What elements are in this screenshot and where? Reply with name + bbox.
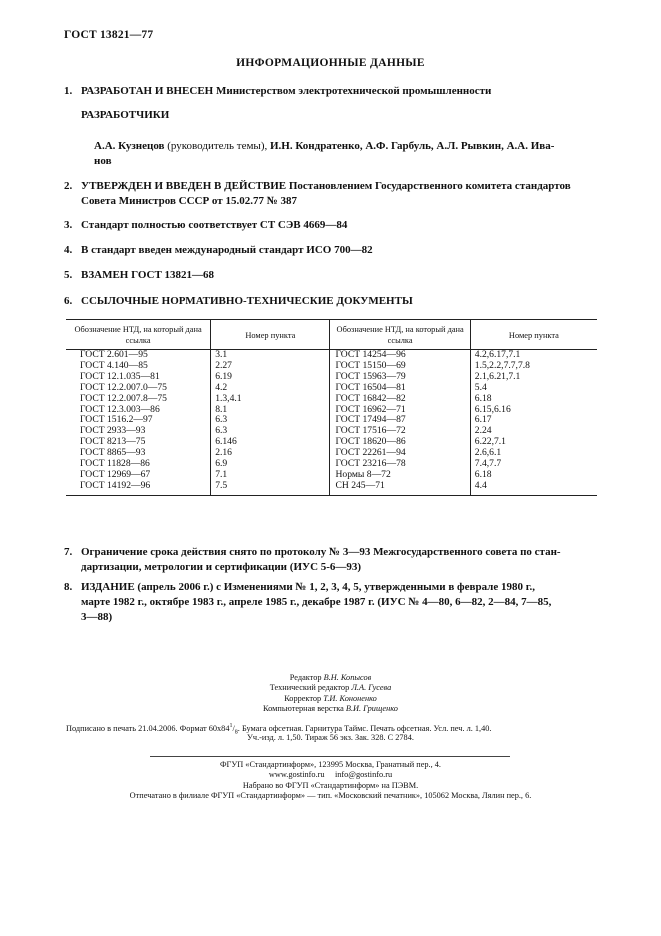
item-text: Стандарт полностью соответствует СТ СЭВ 4669—84 [81,219,348,231]
item-number: 7. [64,546,73,558]
clause-number-cell: 6.146 [211,437,330,448]
column-header: Номер пункта [470,320,597,350]
publisher-contacts [0,770,661,780]
clause-number-cell: 6.22,7.1 [470,437,597,448]
ntd-designation-cell: ГОСТ 2933—93 [80,425,146,437]
developer-others: И.Н. Кондратенко, А.Ф. Гарбуль, А.Л. Рывкин, А.А. Ива- [270,140,555,152]
publisher-block [0,760,661,801]
clause-number-cell: 6.18 [470,394,597,405]
clause-number-cell: 2.6,6.1 [470,448,597,459]
table-header-row [66,320,597,350]
clause-number-cell: 6.17 [470,415,597,426]
ntd-designation-cell: ГОСТ 15963—79 [330,372,470,383]
column-header: Номер пункта [211,320,330,350]
clause-number-cell: 6.15,6.16 [470,405,597,416]
column-header: Обозначение НТД, на который дана ссылка [66,320,211,350]
item-text: ВЗАМЕН ГОСТ 13821—68 [81,269,215,281]
tech-editor-label: Технический редактор [269,683,352,693]
item-text: В стандарт введен международный стандарт ИСО 700—82 [81,244,373,256]
item-number: 5. [64,269,73,281]
ntd-designation-cell: ГОСТ 23216—78 [330,459,470,470]
clause-number-cell: 2.16 [211,448,330,459]
table-row [66,437,597,448]
item-8 [64,580,644,625]
clause-number-cell: 7.4,7.7 [470,459,597,470]
ntd-designation-cell: ГОСТ 12.2.007.8—75 [80,392,167,404]
table-row [66,415,597,426]
ntd-designation-cell: СН 245—71 [330,481,470,495]
item-text-line3: 3—88) [81,611,113,623]
ntd-designation-cell: ГОСТ 2.601—95 [80,349,148,360]
ntd-designation-cell: ГОСТ 16842—82 [330,394,470,405]
clause-number-cell: 1.3,4.1 [211,394,330,405]
corrector-name: Т.И. Кононенко [323,693,377,703]
tech-editor-line [0,683,661,693]
developers-list [94,139,604,169]
clause-number-cell: 2.27 [211,361,330,372]
corrector-label: Корректор [284,693,324,703]
clause-number-cell: 6.18 [470,470,597,481]
clause-number-cell: 2.1,6.21,7.1 [470,372,597,383]
clause-number-cell: 6.19 [211,372,330,383]
format-sup: 1 [229,723,233,729]
layout-line [0,704,661,714]
layout-label: Компьютерная верстка [263,703,346,713]
ntd-designation-cell: ГОСТ 11828—86 [80,458,150,470]
ntd-designation-cell: ГОСТ 16962—71 [330,405,470,416]
column-header: Обозначение НТД, на который дана ссылка [330,320,470,350]
table-row [66,394,597,405]
print-info-line: Уч.-изд. л. 1,50. Тираж 56 экз. Зак. 328. С 2784. [247,733,414,742]
signed-text-a: Подписано в печать 21.04.2006. Формат 60x84 [66,723,230,733]
ntd-designation-cell: ГОСТ 12.3.003—86 [80,403,160,415]
corrector-line [0,694,661,704]
item-lead: УТВЕРЖДЕН И ВВЕДЕН В ДЕЙСТВИЕ [81,180,287,192]
item-7 [64,545,644,575]
divider [150,756,510,757]
references-table [66,319,597,496]
clause-number-cell: 7.5 [211,481,330,495]
clause-number-cell: 8.1 [211,405,330,416]
editor-name: В.Н. Копысов [323,673,372,682]
signed-text-b: . Бумага офсетная. Гарнитура Таймс. Печать офсетная. Усл. печ. л. 1,40. [237,723,492,733]
ntd-designation-cell: ГОСТ 12.2.007.0—75 [80,381,167,393]
document-code: ГОСТ 13821—77 [64,29,154,41]
item-2 [64,179,644,209]
item-number: 6. [64,295,73,307]
clause-number-cell: 6.3 [211,415,330,426]
item-3 [64,218,624,233]
item-5 [64,268,624,283]
item-lead: ИЗДАНИЕ [81,581,135,593]
editor-line [0,673,661,683]
tech-editor-name: Л.А. Гусева [351,683,392,693]
ntd-designation-cell: ГОСТ 8213—75 [80,436,146,448]
item-1 [64,84,624,99]
ntd-designation-cell: ГОСТ 17516—72 [330,426,470,437]
publisher-address: ФГУП «Стандартинформ», 123995 Москва, Гранатный пер., 4. [220,760,441,769]
item-number: 3. [64,219,73,231]
ntd-designation-cell: ГОСТ 17494—87 [330,415,470,426]
item-6 [64,294,624,309]
developer-role: (руководитель темы), [164,140,270,152]
clause-number-cell: 2.24 [470,426,597,437]
developer-tail: нов [94,155,112,167]
ntd-designation-cell: Нормы 8—72 [330,470,470,481]
format-sub: 8 [234,729,238,736]
item-4 [64,243,624,258]
item-text-line2: марте 1982 г., октябре 1983 г., апреле 1985 г., декабре 1987 г. (ИУС № 4—80, 6—82, 2—84, 7—85, [81,596,552,608]
item-number: 8. [64,581,73,593]
item-number: 1. [64,85,73,97]
developers-heading: РАЗРАБОТЧИКИ [81,109,170,121]
ntd-designation-cell: ГОСТ 16504—81 [330,383,470,394]
item-text-line2: Совета Министров СССР от 15.02.77 № 387 [81,195,297,207]
table-row [66,481,597,495]
item-text: Министерством электротехнической промышленности [213,85,492,97]
table-row [66,426,597,437]
clause-number-cell: 4.2 [211,383,330,394]
print-signed-line: Подписано в печать 21.04.2006. Формат $60x84^1/_8$. Бумага офсетная. Гарнитура Таймс. Печать офсетная. Усл. печ. л. 1,40. [66,723,492,736]
item-number: 2. [64,180,73,192]
ntd-designation-cell: ГОСТ 12.1.035—81 [80,370,160,382]
table-body [66,350,597,496]
item-number: 4. [64,244,73,256]
layout-name: В.И. Грищенко [345,703,398,713]
item-lead: РАЗРАБОТАН И ВНЕСЕН [81,85,214,97]
clause-number-cell: 5.4 [470,383,597,394]
clause-number-cell: 6.3 [211,426,330,437]
clause-number-cell: 4.2,6.17,7.1 [470,350,597,361]
printed-line: Отпечатано в филиале ФГУП «Стандартинформ» — тип. «Московский печатник», 105062 Москва, Лялин пер., 6. [129,790,532,800]
ntd-designation-cell: ГОСТ 1516.2—97 [80,414,153,426]
ntd-designation-cell: ГОСТ 22261—94 [330,448,470,459]
imprint-block [0,673,661,714]
typeset-line: Набрано во ФГУП «Стандартинформ» на ПЭВМ. [242,780,419,790]
publisher-email-link[interactable]: info@gostinfo.ru [334,770,393,780]
ntd-designation-cell: ГОСТ 14192—96 [66,481,211,495]
item-text: Ограничение срока действия снято по протоколу № 3—93 Межгосударственного совета по стан- [81,546,561,558]
ntd-designation-cell: ГОСТ 18620—86 [330,437,470,448]
item-text: ССЫЛОЧНЫЕ НОРМАТИВНО-ТЕХНИЧЕСКИЕ ДОКУМЕНТЫ [81,295,413,307]
ntd-designation-cell: ГОСТ 15150—69 [330,361,470,372]
table-row [66,383,597,394]
clause-number-cell: 3.1 [211,350,330,361]
ntd-designation-cell: ГОСТ 4.140—85 [80,359,148,371]
item-text-line2: дартизации, метрологии и сертификации (ИУС 5-6—93) [81,561,362,573]
page-title: ИНФОРМАЦИОННЫЕ ДАННЫЕ [236,57,425,69]
clause-number-cell: 6.9 [211,459,330,470]
developer-lead: А.А. Кузнецов [94,140,165,152]
ntd-designation-cell: ГОСТ 8865—93 [80,447,146,459]
clause-number-cell: 7.1 [211,470,330,481]
editor-label: Редактор [289,673,324,682]
publisher-site-link[interactable]: www.gostinfo.ru [268,770,325,780]
ntd-designation-cell: ГОСТ 14254—96 [330,350,470,361]
item-text: Постановлением Государственного комитета стандартов [286,180,571,192]
ntd-designation-cell: ГОСТ 12969—67 [80,468,151,480]
clause-number-cell: 4.4 [470,481,597,495]
item-text: (апрель 2006 г.) с Изменениями № 1, 2, 3, 4, 5, утвержденными в феврале 1980 г., [134,581,535,593]
clause-number-cell: 1.5,2.2,7.7,7.8 [470,361,597,372]
